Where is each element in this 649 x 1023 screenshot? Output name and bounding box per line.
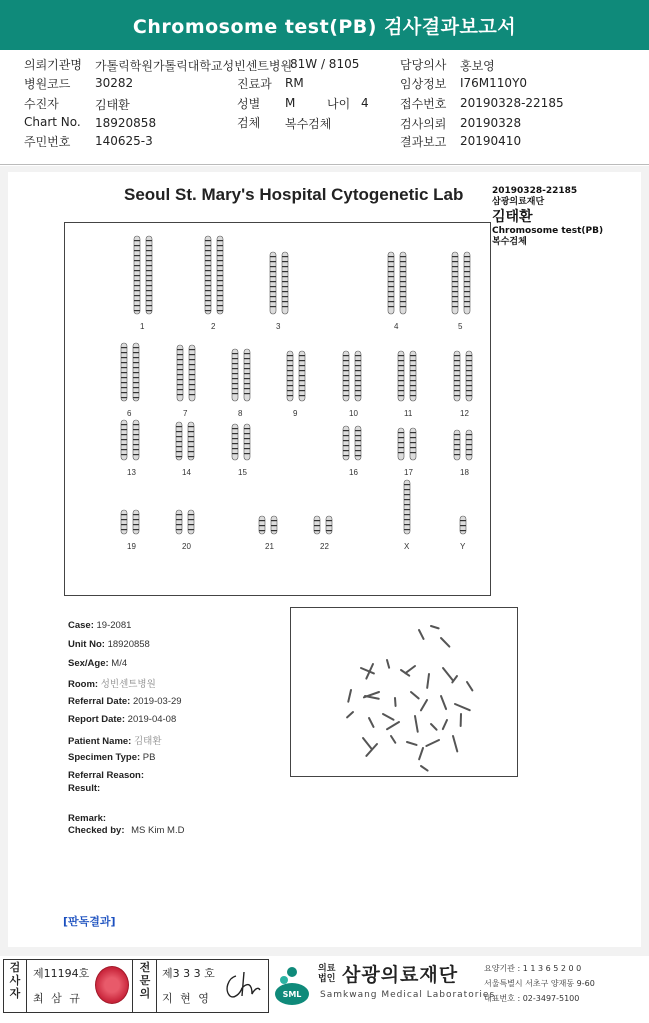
dept-label: 진료과: [237, 77, 272, 91]
chromosome-1: [134, 236, 140, 314]
chromosome-label-15: 15: [238, 468, 247, 477]
metaphase-chromosome: [443, 720, 447, 729]
metaphase-chromosome: [387, 660, 389, 668]
room-row: [68, 676, 156, 690]
chromosome-12: [466, 351, 472, 401]
metaphase-chromosome: [415, 716, 418, 732]
examiner-license: 제11194호: [33, 967, 90, 980]
chromosome-X: [404, 480, 410, 534]
chromosome-8: [232, 349, 238, 401]
metaphase-chromosome: [427, 674, 429, 688]
corp-english-name: Samkwang Medical Laboratories: [320, 990, 496, 1000]
age-label: 나이: [327, 97, 351, 111]
chromosome-label-8: 8: [238, 409, 243, 418]
chromosome-10: [355, 351, 361, 401]
metaphase-chromosome: [383, 714, 394, 720]
chromosome-label-2: 2: [211, 322, 216, 331]
metaphase-chromosome: [391, 736, 395, 743]
unit-value: 18920858: [107, 639, 150, 650]
metaphase-chromosome: [441, 696, 446, 709]
chromosome-16: [355, 426, 361, 460]
case-value: 19-2081: [96, 620, 132, 631]
sample-stamp: [492, 186, 603, 248]
sml-logo-icon: [272, 962, 314, 1006]
checked-row: [68, 825, 184, 836]
result-label: Result:: [68, 783, 101, 794]
corp-prefix-line1: 의료: [318, 964, 336, 974]
examiner-name: 최 삼 규: [33, 992, 82, 1005]
chromosome-16: [343, 426, 349, 460]
metaphase-chromosome: [411, 692, 419, 698]
chromosome-20: [188, 510, 194, 534]
sml-logo-text: SML: [282, 990, 302, 999]
patient-value: 김태환: [95, 98, 130, 112]
interpretation-link[interactable]: [판독결과]: [63, 915, 116, 928]
referral-value: 2019-03-29: [132, 696, 182, 707]
chromosome-label-13: 13: [127, 468, 136, 477]
chromosome-label-Y: Y: [460, 542, 466, 551]
patient-name-label: Patient Name:: [68, 736, 132, 747]
receipt-value: 20190328-22185: [460, 96, 564, 110]
report-title: Chromosome test(PB) 검사결과보고서: [0, 0, 649, 50]
metaphase-chromosome: [407, 742, 417, 745]
specimen-label: 검체: [237, 116, 261, 130]
checked-value: MS Kim M.D: [131, 825, 185, 836]
referral-row: [68, 696, 182, 707]
chart-value: 18920858: [95, 116, 157, 130]
chromosome-label-6: 6: [127, 409, 132, 418]
metaphase-chromosome: [361, 668, 374, 673]
metaphase-chromosome: [363, 738, 372, 749]
info-divider: [0, 164, 649, 165]
sexage-label: Sex/Age:: [68, 658, 109, 669]
metaphase-chromosome: [419, 748, 423, 759]
chromosome-21: [259, 516, 265, 534]
metaphase-spread-image: [291, 608, 517, 776]
metaphase-chromosome: [369, 718, 374, 727]
metaphase-chromosome: [347, 712, 353, 717]
corp-prefix: [318, 964, 335, 984]
report-row: [68, 714, 176, 725]
chromosome-5: [452, 252, 458, 314]
metaphase-chromosome: [395, 698, 396, 706]
chromosome-label-7: 7: [183, 409, 188, 418]
checked-label: Checked by:: [68, 825, 125, 836]
metaphase-chromosome: [387, 722, 399, 729]
chromosome-3: [270, 252, 276, 314]
stamp-org: 삼광의료재단: [492, 197, 545, 207]
institution-label: 의뢰기관명: [24, 58, 82, 72]
metaphase-chromosome: [405, 666, 415, 673]
sexage-row: [68, 658, 127, 669]
doctor-label: 담당의사: [400, 58, 447, 72]
chromosome-label-5: 5: [458, 322, 463, 331]
chromosome-label-9: 9: [293, 409, 298, 418]
metaphase-chromosome: [419, 630, 424, 639]
chromosome-11: [398, 351, 404, 401]
request-label: 검사의뢰: [400, 117, 447, 131]
chromosome-8: [244, 349, 250, 401]
chromosome-19: [121, 510, 127, 534]
hospital-code-value: 30282: [95, 76, 134, 90]
chromosome-7: [177, 345, 183, 401]
report-date-value: 20190410: [460, 134, 522, 148]
chromosome-9: [299, 351, 305, 401]
case-row: [68, 620, 131, 631]
sex-value: M: [285, 96, 296, 110]
referral-label: Referral Date:: [68, 696, 131, 707]
chromosome-label-12: 12: [460, 409, 469, 418]
corp-prefix-line2: 법인: [318, 974, 336, 984]
corp-name: 삼광의료재단: [342, 964, 459, 986]
chromosome-label-21: 21: [265, 542, 274, 551]
unit-row: [68, 639, 150, 650]
result-row: [68, 783, 100, 794]
report-label: Report Date:: [68, 714, 126, 725]
corp-phone: 대표번호 : 02-3497-5100: [484, 994, 580, 1003]
report-date-label: 결과보고: [400, 135, 447, 149]
chromosome-11: [410, 351, 416, 401]
room-value: 성빈센트병원: [100, 679, 156, 690]
specialist-header: 전문의: [139, 961, 151, 1000]
id-label: 주민번호: [24, 135, 71, 149]
clinical-label: 임상정보: [400, 77, 447, 91]
age-value: 4: [361, 96, 369, 110]
chromosome-22: [314, 516, 320, 534]
chromosome-7: [189, 345, 195, 401]
metaphase-chromosome: [421, 766, 428, 771]
chromosome-22: [326, 516, 332, 534]
chromosome-14: [188, 422, 194, 460]
chromosome-12: [454, 351, 460, 401]
room-label: Room:: [68, 679, 99, 690]
chromosome-14: [176, 422, 182, 460]
agency-number: 요양기관 : 1 1 3 6 5 2 0 0: [484, 964, 582, 973]
chromosome-2: [205, 236, 211, 314]
remark-label: Remark:: [68, 813, 107, 824]
metaphase-chromosome: [453, 736, 457, 751]
metaphase-chromosome: [431, 626, 439, 628]
referral-reason-label: Referral Reason:: [68, 770, 145, 781]
patient-label: 수진자: [24, 97, 59, 111]
ward-value: 81W / 8105: [290, 57, 360, 71]
chromosome-label-3: 3: [276, 322, 281, 331]
chromosome-6: [121, 343, 127, 401]
lab-title: Seoul St. Mary's Hospital Cytogenetic Lab: [124, 185, 464, 204]
chromosome-13: [133, 420, 139, 460]
case-label: Case:: [68, 620, 94, 631]
hospital-code-label: 병원코드: [24, 77, 71, 91]
chromosome-21: [271, 516, 277, 534]
examiner-seal-icon: [95, 966, 129, 1004]
metaphase-chromosome: [348, 690, 351, 702]
chromosome-label-4: 4: [394, 322, 399, 331]
chromosome-3: [282, 252, 288, 314]
metaphase-chromosome: [455, 704, 470, 710]
metaphase-chromosome: [431, 724, 437, 730]
remark-row: [68, 813, 106, 824]
metaphase-spread-panel: [290, 607, 518, 777]
metaphase-chromosome: [443, 668, 453, 681]
chromosome-9: [287, 351, 293, 401]
chromosome-label-11: 11: [404, 409, 413, 418]
stamp-specimen: 복수검체: [492, 237, 527, 247]
chromosome-18: [454, 430, 460, 460]
specimen-type-label: Specimen Type:: [68, 752, 141, 763]
chromosome-label-19: 19: [127, 542, 136, 551]
reason-row: [68, 770, 144, 781]
chromosome-4: [400, 252, 406, 314]
chromosome-17: [398, 428, 404, 460]
clinical-value: I76M110Y0: [460, 76, 528, 90]
sex-label: 성별: [237, 97, 261, 111]
chromosome-label-17: 17: [404, 468, 413, 477]
report-value: 2019-04-08: [127, 714, 177, 725]
stamp-receipt: 20190328-22185: [492, 186, 578, 196]
chromosome-10: [343, 351, 349, 401]
specimen-row: [68, 752, 155, 763]
chromosome-label-16: 16: [349, 468, 358, 477]
specialist-signature-icon: [222, 968, 262, 1002]
specialist-name: 지 현 영: [162, 992, 211, 1005]
doctor-value: 홍보영: [460, 59, 495, 73]
chromosome-20: [176, 510, 182, 534]
stamp-name: 김태환: [492, 209, 533, 225]
dept-value: RM: [285, 76, 304, 90]
receipt-label: 접수번호: [400, 97, 447, 111]
chromosome-label-10: 10: [349, 409, 358, 418]
chromosome-label-18: 18: [460, 468, 469, 477]
metaphase-chromosome: [441, 638, 449, 647]
chromosome-label-1: 1: [140, 322, 145, 331]
patient-name-value: 김태환: [134, 736, 162, 747]
chromosome-15: [232, 424, 238, 460]
chromosome-label-20: 20: [182, 542, 191, 551]
chromosome-19: [133, 510, 139, 534]
chart-label: Chart No.: [24, 115, 81, 129]
metaphase-chromosome: [467, 682, 472, 690]
sign-divider: [132, 959, 133, 1013]
chromosome-label-22: 22: [320, 542, 329, 551]
chromosome-13: [121, 420, 127, 460]
specimen-type-value: PB: [142, 752, 156, 763]
chromosome-label-14: 14: [182, 468, 191, 477]
specialist-license: 제3 3 3 호: [162, 967, 215, 980]
chromosome-18: [466, 430, 472, 460]
patient-row: [68, 733, 162, 747]
chromosome-5: [464, 252, 470, 314]
institution-value: 가톨릭학원가톨릭대학교성빈센트병원: [95, 59, 293, 73]
chromosome-2: [217, 236, 223, 314]
id-value: 140625-3: [95, 134, 153, 148]
sign-divider: [26, 959, 27, 1013]
sign-divider: [156, 959, 157, 1013]
metaphase-chromosome: [426, 740, 439, 746]
metaphase-chromosome: [421, 700, 427, 710]
chromosome-label-X: X: [404, 542, 410, 551]
examiner-header: 검사자: [9, 961, 21, 1000]
request-value: 20190328: [460, 116, 522, 130]
chromosome-17: [410, 428, 416, 460]
sexage-value: M/4: [111, 658, 128, 669]
stamp-test: Chromosome test(PB): [492, 226, 604, 236]
chromosome-6: [133, 343, 139, 401]
chromosome-Y: [460, 516, 466, 534]
specimen-value: 복수검체: [285, 117, 332, 131]
chromosome-1: [146, 236, 152, 314]
chromosome-4: [388, 252, 394, 314]
chromosome-15: [244, 424, 250, 460]
corp-address: 서울특별시 서초구 양재동 9-60: [484, 979, 595, 988]
unit-label: Unit No:: [68, 639, 105, 650]
